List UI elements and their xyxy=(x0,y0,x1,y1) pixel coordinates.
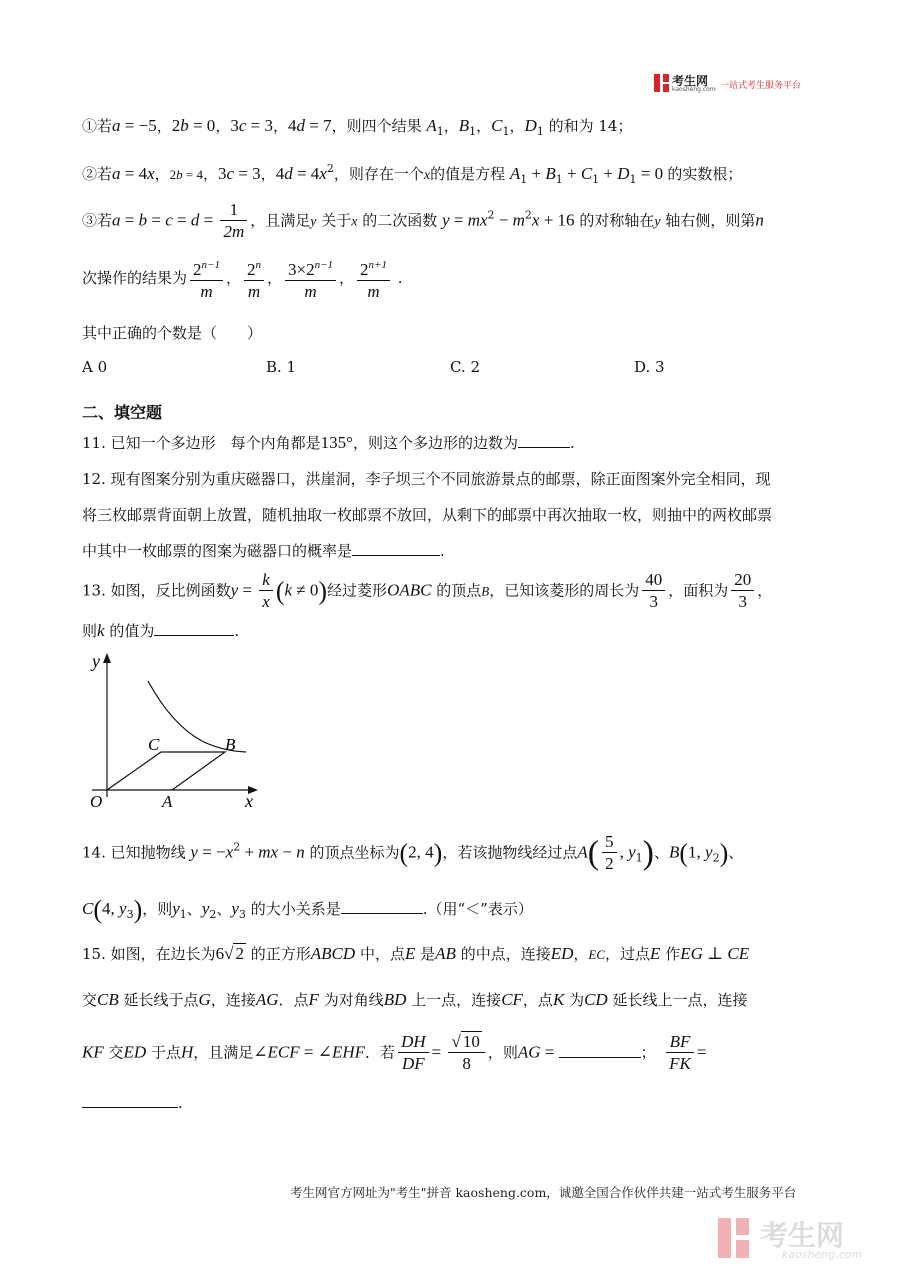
section-title: 二、填空题 xyxy=(82,403,163,422)
header-slogan: 一站式考生服务平台 xyxy=(720,81,802,91)
statement-3: ③若a = b = c = d = $\frac{1}{2m}$ ，且满足y 关于x 的二次函数 $y = mx^2 - m^2x + 16$ 的对称轴在y 轴右侧，则第n xyxy=(82,200,764,241)
y-axis-arrow-icon xyxy=(103,653,111,663)
option-c[interactable]: C. 2 xyxy=(450,358,481,376)
question-15-line-4: . xyxy=(82,1093,183,1112)
question-15: 15. 如图，在边长为6√ 2 的正方形ABCD 中，点E 是AB 的中点，连接ED，EC，过点E 作EG ⊥ CE xyxy=(82,944,750,963)
label-b: B xyxy=(225,735,236,754)
rhombus-hyperbola-figure xyxy=(82,645,272,815)
answer-blank-12[interactable] xyxy=(352,541,440,556)
answer-blank-14[interactable] xyxy=(341,899,423,914)
question-prompt: 其中正确的个数是（ ） xyxy=(82,324,263,342)
watermark-logo-icon xyxy=(718,1218,754,1258)
question-13: 13. 如图，反比例函数y = $\frac{k}{x}$ (k ≠ 0)经过菱形OABC 的顶点B，已知该菱形的周长为 $\frac{40}{3}$ ，面积为 $\frac{20}{3}$ ， xyxy=(82,570,773,611)
answer-blank-13[interactable] xyxy=(154,621,234,636)
question-14-line-2: C(4, $y_3$)，则$y_1$、$y_2$、$y_3$ 的大小关系是 .（用“＜”表示） xyxy=(82,895,533,924)
label-y: y xyxy=(92,651,100,671)
question-11: 11. 已知一个多边形 每个内角都是135°，则这个多边形的边数为 . xyxy=(82,433,575,452)
rhombus-oabc xyxy=(107,752,225,790)
option-a[interactable]: A 0 xyxy=(82,358,108,376)
label-x: x xyxy=(245,791,253,811)
answer-blank-15b[interactable] xyxy=(82,1093,178,1108)
question-12-line-1: 12. 现有图案分别为重庆磁器口，洪崖洞，李子坝三个不同旅游景点的邮票，除正面图案外完全相同，现 xyxy=(82,470,771,488)
watermark-domain: kaosheng.com xyxy=(782,1248,863,1261)
statement-2: ②若a = 4x，2b = 4，3c = 3，$4d = 4x^2$，则存在一个x的值是方程 $A_1 + B_1 + C_1 + D_1 = 0$ 的实数根； xyxy=(82,162,743,186)
logo-domain: kaosheng.com xyxy=(672,86,716,93)
footer-text: 考生网官方网址为"考生"拼音 kaosheng.com，诚邀全国合作伙伴共建一站式考生服务平台 xyxy=(290,1185,797,1200)
question-13-line-2: 则k 的值为 . xyxy=(82,621,240,640)
label-o: O xyxy=(90,792,103,811)
label-c: C xyxy=(148,735,160,754)
option-d[interactable]: D. 3 xyxy=(634,358,665,376)
option-b[interactable]: B. 1 xyxy=(266,358,297,376)
statement-3-results: 次操作的结果为 $\frac{2^{n-1}}{m}$ ， $\frac{2^n}{m}$ ， $\frac{3\times 2^{n-1}}{m}$ ， $\frac{2^{n+1}}{m}$ . xyxy=(82,255,403,303)
question-15-line-3: KF 交ED 于点H，且满足∠ECF = ∠EHF．若 $\frac{DH}{DF}$ = $\frac{√ 10}{8}$ ，则AG = ； $\frac{BF}{FK}$ = xyxy=(82,1032,707,1073)
question-12-line-3: 中其中一枚邮票的图案为磁器口的概率是 . xyxy=(82,542,445,560)
footer-watermark xyxy=(718,1214,888,1264)
header-logo[interactable] xyxy=(654,72,814,94)
answer-blank-15a[interactable] xyxy=(559,1043,641,1058)
question-14: 14. 已知抛物线 $y = -x^2$ + mx − n 的顶点坐标为(2, 4)，若该抛物线经过点A( $\frac{5}{2}$ , $y_1$)、B(1, $y_2$)、 xyxy=(82,832,744,873)
statement-1: ①若a = −5，2b = 0，3c = 3，4d = 7，则四个结果 $A_1$，$B_1$，$C_1$，$D_1$ 的和为 14； xyxy=(82,116,633,138)
label-a: A xyxy=(162,792,173,811)
kaosheng-logo-icon xyxy=(654,74,670,92)
logo-text: 考生网 xyxy=(672,74,709,88)
watermark-text: 考生网 xyxy=(760,1219,845,1252)
question-12-line-2: 将三枚邮票背面朝上放置，随机抽取一枚邮票不放回，从剩下的邮票中再次抽取一枚，则抽中的两枚邮票 xyxy=(82,506,773,524)
question-15-line-2: 交CB 延长线于点G，连接AG．点F 为对角线BD 上一点，连接CF，点K 为CD 延长线上一点，连接 xyxy=(82,990,748,1009)
answer-blank-11[interactable] xyxy=(518,433,570,448)
